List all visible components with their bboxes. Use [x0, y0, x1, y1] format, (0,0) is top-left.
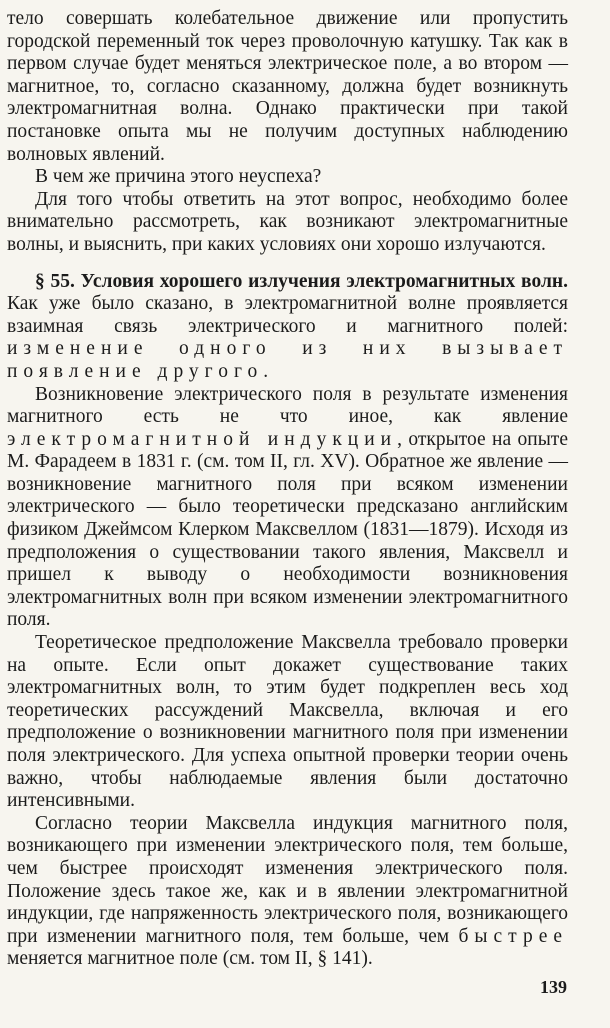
paragraph-maxwell-theory — [7, 813, 568, 971]
section-intro-end: . — [263, 360, 269, 382]
paragraph-question: В чем же причина этого неуспеха? — [35, 166, 322, 188]
section-heading: § 55. Условия хорошего излучения электромагнитных волн. — [35, 270, 568, 292]
induction-text-before: Возникновение электрического поля в результате изменения магнитного есть не что иное, как явление — [7, 383, 568, 428]
paragraph-continuation: тело совершать колебательное движение или пропустить городской переменный ток через проволочную катушку. Так как в первом случае будет меняться электрическое поле, а во втором — магнитное, то, согласно сказанному, должна будет возникнуть электромагнитная волна. Однако практически при такой постановке опыта мы не получим доступных наблюдению волновых явлений. — [7, 8, 568, 165]
section-55-paragraph — [7, 271, 568, 384]
spaced-word-faster: быстрее — [458, 925, 568, 947]
maxwell-text-before: Согласно теории Максвелла индукция магнитного поля, возникающего при изменении электрического поля, тем больше, чем быстрее происходят изменения электрического поля. Положение здесь такое же, как и в явлении электромагнитной индукции, где напряженность электрического поля, возникающего при изменении магнитного поля, тем больше, чем — [7, 812, 568, 947]
page-number: 139 — [540, 977, 567, 997]
spaced-emphasis-phrase: изменение одного из них вызывает появление другого — [7, 338, 568, 382]
induction-text-after: , открытое на опыте М. Фарадеем в 1831 г. (см. том II, гл. XV). Обратное же явление — возникновение магнитного поля при всяком изменении электрического — было теоретически предсказано английским физиком Джеймсом Клерком Максвеллом (1831—1879). Исходя из предположения о существовании такого явления, Максвелл и пришел к выводу о необходимости возникновения электромагнитных волн при всяком изменении электромагнитного поля. — [7, 428, 568, 631]
paragraph-theory-check: Теоретическое предположение Максвелла требовало проверки на опыте. Если опыт докажет существование таких электромагнитных волн, то этим будет подкреплен весь ход теоретических рассуждений Максвелла, включая и его предположение о возникновении магнитного поля при изменении поля электрического. Для успеха опытной проверки теории очень важно, чтобы наблюдаемые явления были достаточно интенсивными. — [7, 632, 568, 812]
paragraph-induction — [7, 384, 568, 633]
paragraph-answer-intro: Для того чтобы ответить на этот вопрос, необходимо более внимательно рассмотреть, как возникают электромагнитные волны, и выяснить, при каких условиях они хорошо излучаются. — [7, 188, 568, 255]
section-intro-text: Как уже было сказано, в электромагнитной волне проявляется взаимная связь электрического и магнитного полей: — [7, 293, 568, 337]
spaced-term-induction: электромагнитной индукции — [7, 428, 398, 450]
maxwell-text-after: меняется магнитное поле (см. том II, § 141). — [7, 948, 373, 970]
